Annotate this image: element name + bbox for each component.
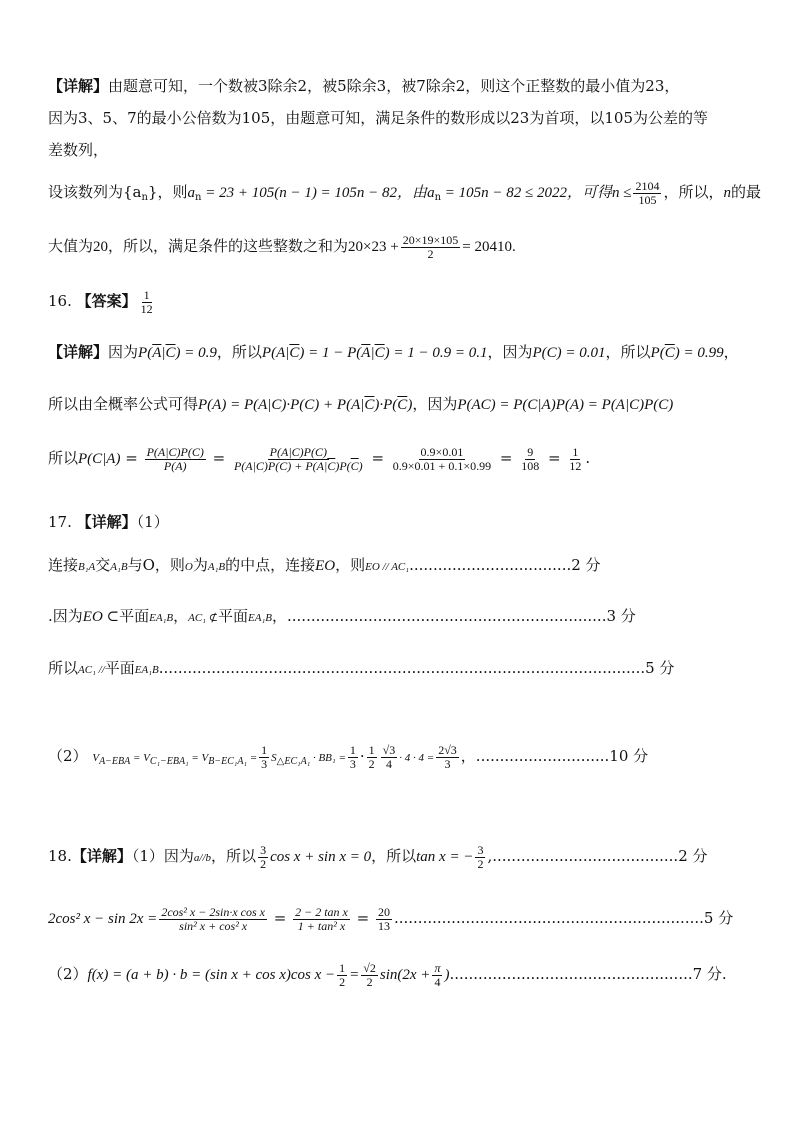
p16-frac-2: $\frac{P(A|C)P(C)}{P(A|C)P(C) + P(A|\overline{C})P(\overline{C})}$ <box>233 444 363 473</box>
p18-line-1 <box>48 836 760 878</box>
p18-sin: sin <box>379 967 398 983</box>
p17-a1b-2: A₁B <box>207 561 226 573</box>
p17-comma: ， <box>173 607 189 625</box>
detail-tag: 【详解】 <box>48 77 109 95</box>
p17-v3: = V <box>188 752 209 764</box>
p15-so: ，所以， <box>663 183 724 201</box>
p16-line-1 <box>48 342 760 363</box>
p17-score-3: ...................................................................3 分 <box>287 607 636 625</box>
p16-total-prob-label: 所以由全概率公式可得 <box>48 395 199 413</box>
p18-close: ) <box>444 967 450 983</box>
p17-v2-sub: C₁−EBA₁ <box>149 756 189 767</box>
p17-header <box>48 512 760 532</box>
p16-pcbar: $P(\overline{C}) = 0.99$ <box>650 345 724 361</box>
p17-s-sub: △EC₁A₁ <box>276 756 311 767</box>
p17-v3-sub: B−EC₁A₁ <box>208 756 247 767</box>
p17-number: 17. <box>48 513 72 531</box>
p17-line-1 <box>48 555 760 577</box>
p17-v1-sub: A−EBA <box>99 756 131 767</box>
p16-frac-5: $\frac{1}{12}$ <box>569 444 582 473</box>
p15-seq-label: 设该数列为{a <box>48 183 142 201</box>
p17-comma-2: ， <box>271 607 287 625</box>
p16-comma: ， <box>723 343 739 361</box>
p17-ac1-par: AC₁ // <box>78 664 105 676</box>
p15-text-3: 差数列， <box>48 141 109 159</box>
p17-plane: 平面 <box>119 607 150 625</box>
p16-total-prob: $P(A) = P(A|C)\cdot P(C) + P(A|\overline{C})\cdot P(\overline{C})$ <box>198 397 413 413</box>
p16-so-3: 所以 <box>48 449 79 467</box>
p17-so: 所以 <box>48 659 79 677</box>
p18-parallel: a//b <box>193 852 212 864</box>
p18-so-2: ，所以 <box>371 847 417 865</box>
p17-times: · 4 · 4 = <box>399 752 435 764</box>
p17-plane-3: 平面 <box>104 659 135 677</box>
p18-line-2: 2cos² x − sin 2x = $\frac{\text{2cos² x − 2sin·x cos x}}{\text{sin² x + cos² x}}$ = $\frac{\text{2 − 2 tan x}}{\text{1 + tan² x}}$ = $\frac{20}{13}$ .................................................................5 分 <box>48 904 734 933</box>
p17-v1: V <box>92 752 100 764</box>
p17-plane-name-3: EA₁B <box>134 664 159 676</box>
p17-frac-3: $\frac{1}{2}$ <box>368 742 375 771</box>
p18-frac-2: $\frac{3}{2}$ <box>477 842 484 871</box>
p18-score-5: .................................................................5 分 <box>393 909 734 927</box>
p18-frac-6: $\frac{1}{2}$ <box>339 960 346 989</box>
detail-tag: 【详解】 <box>76 513 137 531</box>
p18-frac-8: $\frac{\pi}{4}$ <box>434 960 441 989</box>
p17-parallel: EO // AC₁ <box>365 561 410 573</box>
p16-cond2: $P(A|\overline{C}) = 1 - P(\overline{A}|\overline{C}) = 1 - 0.9 = 0.1$ <box>261 345 488 361</box>
p16-answer-line <box>48 286 760 316</box>
p15-maxval-label: 大值为 <box>48 237 94 255</box>
p16-cond1: $P(\overline{A}|\overline{C}) = 0.9$ <box>138 345 217 361</box>
p18-score-2: ,.......................................2 分 <box>487 847 708 865</box>
p17-v2: = V <box>130 752 150 764</box>
p17-score-10: ............................10 分 <box>475 747 649 765</box>
p17-line-3 <box>48 658 760 680</box>
p18-frac-5: $\frac{20}{13}$ <box>377 904 390 933</box>
p17-dot: · <box>359 747 365 765</box>
p17-eo-sub: EO ⊂ <box>82 609 120 625</box>
p18-frac-7: $\frac{√2}{2}$ <box>363 960 376 989</box>
p17-frac-2: $\frac{1}{3}$ <box>349 742 356 771</box>
p17-midpoint: 的中点，连接 <box>225 556 316 574</box>
p15-n-le: n ≤ <box>612 185 632 201</box>
p16-frac-3: $\frac{0.9\times 0.01}{0.9\times 0.01 + 0.1\times 0.99}$ <box>392 444 492 473</box>
p17-comma-3: ， <box>460 747 476 765</box>
p17-a1b: A₁B <box>110 561 128 573</box>
p18-line-3 <box>48 952 760 997</box>
p17-score-5: ......................................................................................................5 分 <box>158 659 675 677</box>
p15-an: a <box>187 185 195 201</box>
p18-frac-4: $\frac{\text{2 − 2 tan x}}{\text{1 + tan² x}}$ <box>295 904 348 933</box>
p15-sum-result: = 20410. <box>462 239 516 255</box>
p18-eq1: cos x + sin x = 0 <box>270 849 372 865</box>
p17-bb1: · BB₁ = <box>310 752 346 764</box>
p18-part2: （2） <box>48 965 88 983</box>
p15-then: }，则 <box>147 183 188 201</box>
p17-frac-1: $\frac{1}{3}$ <box>261 742 268 771</box>
p15-line-4: 设该数列为$\{a_n\}$，则$a_n = 23 + 105(n - 1) = 105n - 82$，由$a_n = 105n - 82 \le 2022$，可得n ≤ $\frac{2104}{105}$ ，所以，n的最 <box>48 178 762 207</box>
p17-line-2 <box>48 606 760 628</box>
p17-o: O <box>184 561 193 573</box>
p15-n: n <box>723 185 731 201</box>
p15-maxval: 20 <box>93 239 109 255</box>
p18-frac-1: $\frac{3}{2}$ <box>260 842 267 871</box>
p17-b1a: B₁A <box>78 561 96 573</box>
p16-because: 因为 <box>108 343 139 361</box>
p15-most: 的最 <box>731 183 762 201</box>
p15-sum-expr: 20×23 + <box>348 239 399 255</box>
p15-inequality: = 105n − 82 ≤ 2022，可得 <box>441 185 612 201</box>
p16-because-2: ，因为 <box>487 343 533 361</box>
p16-answer: $\frac{1}{12}$ <box>140 287 153 316</box>
p15-formula: = 23 + 105(n − 1) = 105n − 82，由 <box>201 185 428 201</box>
p18-arg: (2x + <box>397 967 431 983</box>
p16-so: ，所以 <box>216 343 262 361</box>
p16-pca: P(C|A) <box>78 451 121 467</box>
p18-number: 18. <box>48 847 72 865</box>
p17-line-4 <box>48 736 760 782</box>
p17-intersect: 交 <box>95 556 111 574</box>
p15-line-1 <box>48 76 760 96</box>
p18-so: ，所以 <box>211 847 257 865</box>
p16-line-3: 所以P(C|A) = $\frac{P(A|C)P(C)}{P(A)}$ = $\frac{P(A|C)P(C)}{P(A|C)P(C) + P(A|\overline{C})P(\overline{C})}$ = $\frac{0.9\times 0.01}{0.9\times 0.01 + 0.1\times 0.99}$ = $\frac{9}{108}$ = $\frac{1}{12}$ . <box>48 444 591 473</box>
p17-then: ，则 <box>335 556 366 574</box>
p17-frac-5: $\frac{2√3}{3}$ <box>438 742 457 771</box>
p17-connect: 连接 <box>48 556 79 574</box>
p17-because: .因为 <box>48 607 83 625</box>
p17-frac-4: $\frac{√3}{4}$ <box>382 742 396 771</box>
p16-pc: P(C) = 0.01 <box>532 345 606 361</box>
p15-line-2 <box>48 108 760 128</box>
p17-with-o: 与O，则 <box>127 556 185 574</box>
answer-tag: 【答案】 <box>76 292 137 310</box>
p18-expr: 2cos² x − sin 2x = <box>48 911 158 927</box>
p15-sum-label: ，所以，满足条件的这些整数之和为 <box>108 237 349 255</box>
p18-part1: （1）因为 <box>131 847 194 865</box>
p17-eq: = <box>246 752 258 764</box>
p17-eo: EO <box>315 558 336 574</box>
p16-line-2 <box>48 394 760 415</box>
p18-f-expr: f(x) = (a + b) · b = (sin x + cos x)cos x − <box>87 967 336 983</box>
p18-eq: = <box>349 967 360 983</box>
p15-line-5 <box>48 232 760 261</box>
p17-score-2: ..................................2 分 <box>409 556 601 574</box>
p17-s: S <box>271 752 277 764</box>
p17-plane-name: EA₁B <box>149 612 174 624</box>
p17-part1: （1） <box>136 513 169 531</box>
p15-an-2: a <box>427 185 435 201</box>
p16-frac-4: $\frac{9}{108}$ <box>521 444 540 473</box>
p17-ac1-notsub: AC₁ ⊄ <box>188 612 218 624</box>
p15-line-3 <box>48 140 760 160</box>
p16-so-2: ，所以 <box>605 343 651 361</box>
detail-tag: 【详解】 <box>48 343 109 361</box>
detail-tag: 【详解】 <box>71 847 132 865</box>
p16-frac-1: $\frac{P(A|C)P(C)}{P(A)}$ <box>146 444 204 473</box>
p18-frac-3: $\frac{\text{2cos² x − 2sin·x cos x}}{\text{sin² x + cos² x}}$ <box>161 904 265 933</box>
p15-text-2: 因为3、5、7的最小公倍数为105，由题意可知，满足条件的数形成以23为首项，以105为公差的等 <box>48 109 708 127</box>
p15-text-1: 由题意可知，一个数被3除余2，被5除余3，被7除余2，则这个正整数的最小值为23， <box>108 77 680 95</box>
p16-bayes-eq: P(AC) = P(C|A)P(A) = P(A|C)P(C) <box>457 397 674 413</box>
p17-plane-name-2: EA₁B <box>248 612 272 624</box>
p17-part2: （2） <box>48 747 88 765</box>
p15-sum-fraction: $\frac{20\times 19\times 105}{2}$ <box>402 232 459 261</box>
p16-number: 16. <box>48 292 72 310</box>
p17-is: 为 <box>192 556 208 574</box>
p16-because-3: ，因为 <box>412 395 458 413</box>
p18-tan: tan x = − <box>416 849 474 865</box>
p17-plane-2: 平面 <box>217 607 248 625</box>
p15-fraction: $\frac{2104}{105}$ <box>635 178 660 207</box>
p18-score-7: ...................................................7 分. <box>449 965 727 983</box>
